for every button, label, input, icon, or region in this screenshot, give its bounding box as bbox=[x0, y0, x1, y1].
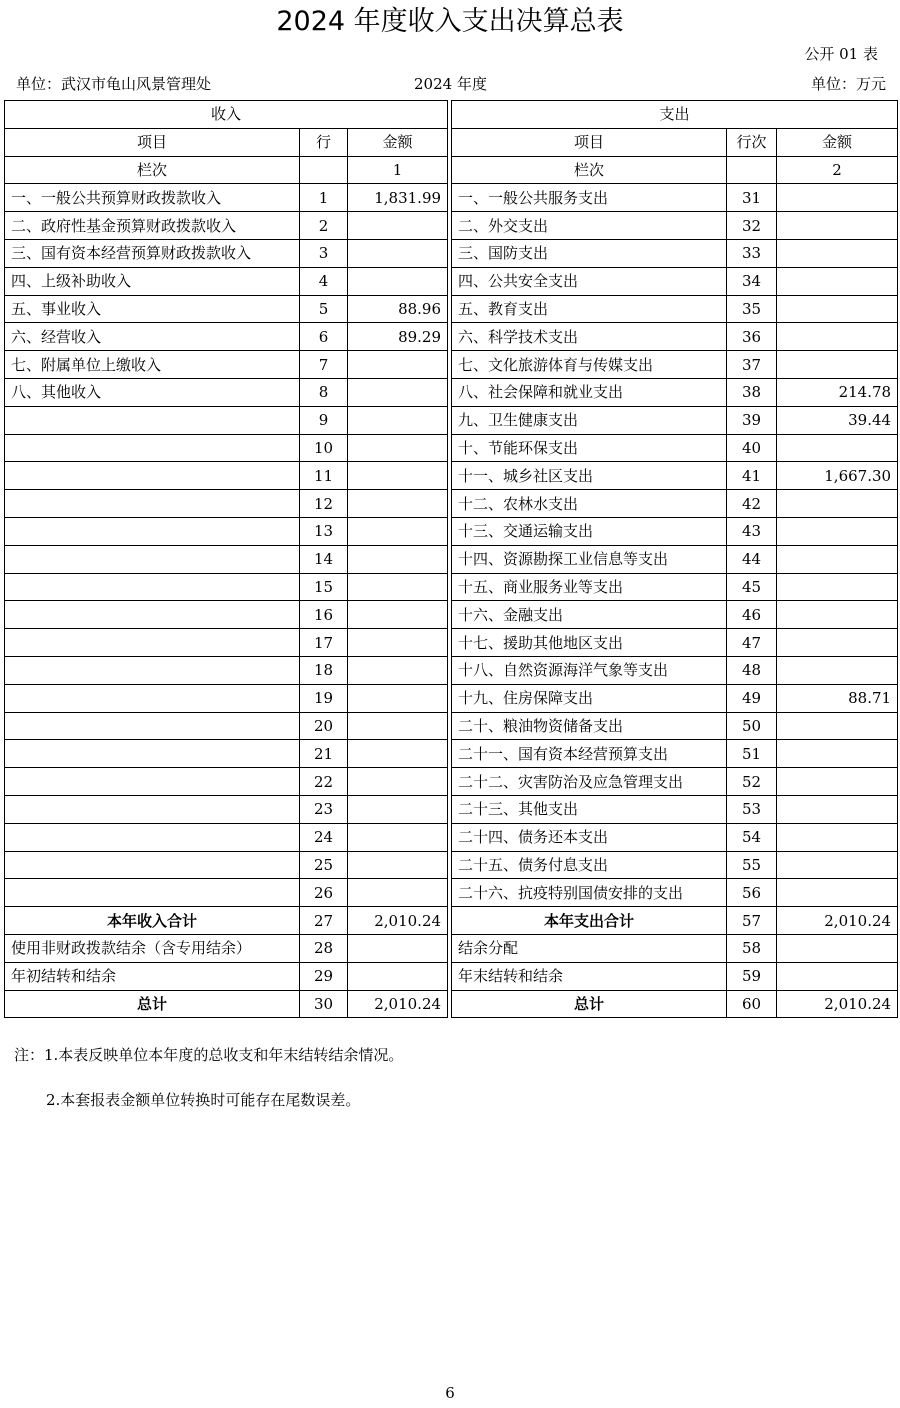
expense-item: 十七、援助其他地区支出 bbox=[452, 629, 727, 657]
expense-amount bbox=[777, 768, 898, 796]
expense-amount bbox=[777, 795, 898, 823]
income-amount: 88.96 bbox=[348, 295, 448, 323]
income-item: 四、上级补助收入 bbox=[5, 267, 300, 295]
income-amount bbox=[348, 378, 448, 406]
table-row bbox=[5, 934, 898, 962]
expense-item: 二十五、债务付息支出 bbox=[452, 851, 727, 879]
income-item: 三、国有资本经营预算财政拨款收入 bbox=[5, 239, 300, 267]
expense-amount bbox=[777, 629, 898, 657]
expense-row-number: 36 bbox=[727, 323, 777, 351]
table-row bbox=[5, 184, 898, 212]
expense-item: 九、卫生健康支出 bbox=[452, 406, 727, 434]
grand-total-row bbox=[5, 990, 898, 1018]
note-2: 2.本套报表金额单位转换时可能存在尾数误差。 bbox=[46, 1091, 361, 1109]
income-row-number: 25 bbox=[300, 851, 348, 879]
expense-item: 二十一、国有资本经营预算支出 bbox=[452, 740, 727, 768]
income-item bbox=[5, 434, 300, 462]
expense-row-number: 35 bbox=[727, 295, 777, 323]
income-amount bbox=[348, 462, 448, 490]
expense-row-header: 行次 bbox=[727, 128, 777, 156]
expense-item: 七、文化旅游体育与传媒支出 bbox=[452, 351, 727, 379]
nonfiscal-balance-row: 28 bbox=[300, 934, 348, 962]
table-row bbox=[5, 517, 898, 545]
begin-balance-amount bbox=[348, 962, 448, 990]
expense-item-header: 项目 bbox=[452, 128, 727, 156]
expense-amount: 39.44 bbox=[777, 406, 898, 434]
income-item: 二、政府性基金预算财政拨款收入 bbox=[5, 212, 300, 240]
expense-amount bbox=[777, 656, 898, 684]
expense-row-number: 41 bbox=[727, 462, 777, 490]
expense-row-number: 55 bbox=[727, 851, 777, 879]
income-amount bbox=[348, 601, 448, 629]
table-row bbox=[5, 323, 898, 351]
grand-expense-total-row: 60 bbox=[727, 990, 777, 1018]
expense-item: 六、科学技术支出 bbox=[452, 323, 727, 351]
expense-row-number: 38 bbox=[727, 378, 777, 406]
expense-item: 十九、住房保障支出 bbox=[452, 684, 727, 712]
expense-amount bbox=[777, 323, 898, 351]
income-item bbox=[5, 629, 300, 657]
expense-row-number: 40 bbox=[727, 434, 777, 462]
table-row bbox=[5, 545, 898, 573]
expense-item: 二、外交支出 bbox=[452, 212, 727, 240]
note-1: 注：1.本表反映单位本年度的总收支和年末结转结余情况。 bbox=[14, 1046, 404, 1064]
income-item bbox=[5, 740, 300, 768]
reporting-unit: 单位：武汉市龟山风景管理处 bbox=[16, 75, 212, 93]
expense-amount bbox=[777, 851, 898, 879]
income-item bbox=[5, 406, 300, 434]
income-amount bbox=[348, 879, 448, 907]
year-expense-total-label: 本年支出合计 bbox=[452, 907, 727, 935]
expense-item: 五、教育支出 bbox=[452, 295, 727, 323]
income-row-number: 1 bbox=[300, 184, 348, 212]
income-amount bbox=[348, 267, 448, 295]
expense-item: 二十四、债务还本支出 bbox=[452, 823, 727, 851]
currency-unit: 单位：万元 bbox=[810, 75, 886, 93]
expense-amount bbox=[777, 517, 898, 545]
page-number: 6 bbox=[445, 1384, 455, 1402]
expense-item: 二十二、灾害防治及应急管理支出 bbox=[452, 768, 727, 796]
expense-item: 二十、粮油物资储备支出 bbox=[452, 712, 727, 740]
income-amount bbox=[348, 212, 448, 240]
grand-expense-total-amount: 2,010.24 bbox=[777, 990, 898, 1018]
expense-amount bbox=[777, 267, 898, 295]
table-header-row-sections bbox=[5, 101, 898, 129]
income-row-number: 16 bbox=[300, 601, 348, 629]
expense-row-number: 56 bbox=[727, 879, 777, 907]
table-row bbox=[5, 490, 898, 518]
income-item bbox=[5, 490, 300, 518]
expense-amount bbox=[777, 490, 898, 518]
table-row bbox=[5, 601, 898, 629]
table-row bbox=[5, 656, 898, 684]
table-row bbox=[5, 879, 898, 907]
expense-amount bbox=[777, 212, 898, 240]
table-row bbox=[5, 434, 898, 462]
expense-amount bbox=[777, 879, 898, 907]
begin-balance-row: 29 bbox=[300, 962, 348, 990]
expense-item: 十四、资源勘探工业信息等支出 bbox=[452, 545, 727, 573]
expense-row-number: 51 bbox=[727, 740, 777, 768]
expense-column-label: 栏次 bbox=[452, 156, 727, 184]
income-item bbox=[5, 712, 300, 740]
income-amount bbox=[348, 684, 448, 712]
table-row bbox=[5, 351, 898, 379]
income-item bbox=[5, 573, 300, 601]
income-item bbox=[5, 684, 300, 712]
table-row bbox=[5, 267, 898, 295]
expense-row-number: 31 bbox=[727, 184, 777, 212]
year-income-total-amount: 2,010.24 bbox=[348, 907, 448, 935]
income-row-number: 21 bbox=[300, 740, 348, 768]
income-row-number: 8 bbox=[300, 378, 348, 406]
income-amount bbox=[348, 573, 448, 601]
income-item: 八、其他收入 bbox=[5, 378, 300, 406]
income-row-number: 17 bbox=[300, 629, 348, 657]
expense-item: 十八、自然资源海洋气象等支出 bbox=[452, 656, 727, 684]
expense-item: 十三、交通运输支出 bbox=[452, 517, 727, 545]
expense-row-number: 48 bbox=[727, 656, 777, 684]
income-item bbox=[5, 851, 300, 879]
expense-amount bbox=[777, 740, 898, 768]
expense-amount-header: 金额 bbox=[777, 128, 898, 156]
income-amount bbox=[348, 351, 448, 379]
table-row bbox=[5, 462, 898, 490]
end-balance-row: 59 bbox=[727, 962, 777, 990]
income-amount-header: 金额 bbox=[348, 128, 448, 156]
expense-amount bbox=[777, 239, 898, 267]
income-amount bbox=[348, 629, 448, 657]
expense-item: 十一、城乡社区支出 bbox=[452, 462, 727, 490]
income-amount bbox=[348, 795, 448, 823]
grand-expense-total-label: 总计 bbox=[452, 990, 727, 1018]
year-income-total-row: 27 bbox=[300, 907, 348, 935]
expense-row-number: 45 bbox=[727, 573, 777, 601]
income-amount: 1,831.99 bbox=[348, 184, 448, 212]
surplus-distribution-amount bbox=[777, 934, 898, 962]
income-amount bbox=[348, 434, 448, 462]
income-item: 一、一般公共预算财政拨款收入 bbox=[5, 184, 300, 212]
expense-item: 八、社会保障和就业支出 bbox=[452, 378, 727, 406]
table-row bbox=[5, 740, 898, 768]
income-row-number: 2 bbox=[300, 212, 348, 240]
income-row-number: 12 bbox=[300, 490, 348, 518]
surplus-distribution-row: 58 bbox=[727, 934, 777, 962]
table-row bbox=[5, 239, 898, 267]
expense-item: 十五、商业服务业等支出 bbox=[452, 573, 727, 601]
table-row bbox=[5, 851, 898, 879]
nonfiscal-balance-label: 使用非财政拨款结余（含专用结余） bbox=[5, 934, 300, 962]
income-amount bbox=[348, 517, 448, 545]
table-header-row-columns bbox=[5, 128, 898, 156]
expense-item: 二十六、抗疫特别国债安排的支出 bbox=[452, 879, 727, 907]
table-row bbox=[5, 823, 898, 851]
expense-amount bbox=[777, 351, 898, 379]
end-balance-amount bbox=[777, 962, 898, 990]
expense-item: 三、国防支出 bbox=[452, 239, 727, 267]
expense-amount bbox=[777, 573, 898, 601]
expense-row-number: 42 bbox=[727, 490, 777, 518]
expense-row-number: 47 bbox=[727, 629, 777, 657]
income-row-number: 23 bbox=[300, 795, 348, 823]
income-row-number: 7 bbox=[300, 351, 348, 379]
income-item bbox=[5, 545, 300, 573]
income-item bbox=[5, 768, 300, 796]
expense-item: 二十三、其他支出 bbox=[452, 795, 727, 823]
expense-amount bbox=[777, 295, 898, 323]
income-amount bbox=[348, 406, 448, 434]
form-number: 公开 01 表 bbox=[804, 45, 878, 63]
grand-income-total-row: 30 bbox=[300, 990, 348, 1018]
expense-row-number: 50 bbox=[727, 712, 777, 740]
income-item bbox=[5, 517, 300, 545]
income-row-number: 15 bbox=[300, 573, 348, 601]
year-expense-total-amount: 2,010.24 bbox=[777, 907, 898, 935]
end-balance-label: 年末结转和结余 bbox=[452, 962, 727, 990]
table-row bbox=[5, 295, 898, 323]
income-row-number: 11 bbox=[300, 462, 348, 490]
expense-row-number: 52 bbox=[727, 768, 777, 796]
income-item bbox=[5, 823, 300, 851]
expense-amount bbox=[777, 434, 898, 462]
grand-income-total-amount: 2,010.24 bbox=[348, 990, 448, 1018]
expense-row-number: 44 bbox=[727, 545, 777, 573]
expense-amount bbox=[777, 545, 898, 573]
income-amount bbox=[348, 545, 448, 573]
income-amount bbox=[348, 851, 448, 879]
page-title: 2024 年度收入支出决算总表 bbox=[276, 6, 624, 37]
income-column-index: 1 bbox=[348, 156, 448, 184]
expense-row-number: 54 bbox=[727, 823, 777, 851]
nonfiscal-balance-amount bbox=[348, 934, 448, 962]
expense-amount bbox=[777, 712, 898, 740]
expense-row-number: 39 bbox=[727, 406, 777, 434]
income-item bbox=[5, 601, 300, 629]
grand-income-total-label: 总计 bbox=[5, 990, 300, 1018]
income-row-number: 20 bbox=[300, 712, 348, 740]
expense-row-number: 34 bbox=[727, 267, 777, 295]
expense-item: 十六、金融支出 bbox=[452, 601, 727, 629]
expense-amount: 88.71 bbox=[777, 684, 898, 712]
table-row bbox=[5, 378, 898, 406]
income-item: 五、事业收入 bbox=[5, 295, 300, 323]
table-row bbox=[5, 629, 898, 657]
income-row-number: 26 bbox=[300, 879, 348, 907]
table-row bbox=[5, 795, 898, 823]
income-row-number: 10 bbox=[300, 434, 348, 462]
expense-row-number: 33 bbox=[727, 239, 777, 267]
expense-item: 一、一般公共服务支出 bbox=[452, 184, 727, 212]
year-expense-total-row: 57 bbox=[727, 907, 777, 935]
table-row bbox=[5, 406, 898, 434]
income-amount bbox=[348, 823, 448, 851]
total-row-year bbox=[5, 907, 898, 935]
income-row-number: 5 bbox=[300, 295, 348, 323]
expense-row-number: 49 bbox=[727, 684, 777, 712]
income-item bbox=[5, 656, 300, 684]
income-row-number: 24 bbox=[300, 823, 348, 851]
table-row bbox=[5, 768, 898, 796]
expense-row-number: 46 bbox=[727, 601, 777, 629]
expense-amount bbox=[777, 601, 898, 629]
expense-amount bbox=[777, 823, 898, 851]
expense-amount bbox=[777, 184, 898, 212]
expense-section-header: 支出 bbox=[452, 101, 898, 129]
table-row bbox=[5, 573, 898, 601]
expense-row-number: 37 bbox=[727, 351, 777, 379]
income-amount bbox=[348, 768, 448, 796]
expense-row-number: 43 bbox=[727, 517, 777, 545]
income-amount bbox=[348, 740, 448, 768]
expense-column-index: 2 bbox=[777, 156, 898, 184]
expense-item: 四、公共安全支出 bbox=[452, 267, 727, 295]
income-row-number: 9 bbox=[300, 406, 348, 434]
begin-balance-label: 年初结转和结余 bbox=[5, 962, 300, 990]
income-row-number: 22 bbox=[300, 768, 348, 796]
income-row-number: 6 bbox=[300, 323, 348, 351]
table-row bbox=[5, 962, 898, 990]
surplus-distribution-label: 结余分配 bbox=[452, 934, 727, 962]
table-row bbox=[5, 684, 898, 712]
fiscal-year: 2024 年度 bbox=[414, 75, 487, 93]
income-row-number: 3 bbox=[300, 239, 348, 267]
expense-row-number: 53 bbox=[727, 795, 777, 823]
expense-row-number: 32 bbox=[727, 212, 777, 240]
expense-amount: 214.78 bbox=[777, 378, 898, 406]
income-amount: 89.29 bbox=[348, 323, 448, 351]
income-amount bbox=[348, 239, 448, 267]
income-amount bbox=[348, 712, 448, 740]
income-row-header: 行 bbox=[300, 128, 348, 156]
income-row-number: 14 bbox=[300, 545, 348, 573]
expense-item: 十、节能环保支出 bbox=[452, 434, 727, 462]
income-item-header: 项目 bbox=[5, 128, 300, 156]
table-header-row-column-index bbox=[5, 156, 898, 184]
income-row-number: 4 bbox=[300, 267, 348, 295]
income-row-number: 13 bbox=[300, 517, 348, 545]
income-item bbox=[5, 462, 300, 490]
income-item: 六、经营收入 bbox=[5, 323, 300, 351]
year-income-total-label: 本年收入合计 bbox=[5, 907, 300, 935]
expense-item: 十二、农林水支出 bbox=[452, 490, 727, 518]
income-row-number: 19 bbox=[300, 684, 348, 712]
income-section-header: 收入 bbox=[5, 101, 448, 129]
income-item bbox=[5, 879, 300, 907]
income-item: 七、附属单位上缴收入 bbox=[5, 351, 300, 379]
table-row bbox=[5, 212, 898, 240]
income-amount bbox=[348, 656, 448, 684]
income-row-number: 18 bbox=[300, 656, 348, 684]
expense-amount: 1,667.30 bbox=[777, 462, 898, 490]
table-row bbox=[5, 712, 898, 740]
income-amount bbox=[348, 490, 448, 518]
income-expense-table bbox=[4, 100, 898, 1018]
income-column-label: 栏次 bbox=[5, 156, 300, 184]
income-item bbox=[5, 795, 300, 823]
